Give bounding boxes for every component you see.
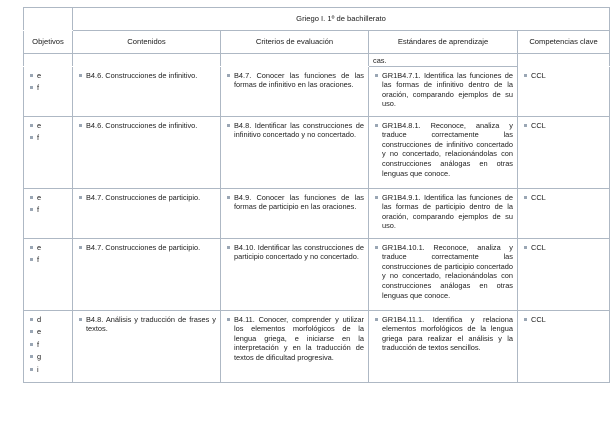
objetivo-item: i	[28, 365, 68, 375]
objetivo-item: f	[28, 255, 68, 265]
criterio-text: B4.7. Conocer las funciones de las formas de infinitivo en las oraciones.	[225, 71, 364, 90]
estandar-text: GR1B4.7.1. Identifica las funciones de las formas de infinitivo dentro de la oración, comparando ejemplos de su uso.	[373, 71, 513, 109]
table-row	[24, 238, 610, 310]
table-row	[24, 116, 610, 188]
criterio-text: B4.9. Conocer las funciones de las formas de participio en las oraciones.	[225, 193, 364, 212]
criterio-text: B4.11. Conocer, comprender y utilizar los elementos morfológicos de la lengua griega, e iniciarse en la interpretación y en la traducción de textos de dificultad progresiva.	[225, 315, 364, 363]
objetivo-item: e	[28, 243, 68, 253]
objetivo-item: e	[28, 327, 68, 337]
curriculum-table	[23, 7, 610, 383]
competencia-text: CCL	[522, 315, 605, 325]
table-row	[24, 310, 610, 382]
table-row	[24, 188, 610, 238]
estandar-text: GR1B4.9.1. Identifica las funciones de las formas de participio dentro de la oración, comparando ejemplos de su uso.	[373, 193, 513, 231]
objetivo-item: f	[28, 340, 68, 350]
objetivo-item: f	[28, 205, 68, 215]
competencia-text: CCL	[522, 243, 605, 253]
contenido-text: B4.7. Construcciones de participio.	[77, 243, 216, 253]
competencia-text: CCL	[522, 193, 605, 203]
criterio-text: B4.10. Identificar las construcciones de participio concertado y no concertado.	[225, 243, 364, 262]
objetivo-item: f	[28, 83, 68, 93]
objetivos-list	[24, 117, 72, 150]
objetivo-item: e	[28, 71, 68, 81]
competencia-text: CCL	[522, 71, 605, 81]
objetivo-item: e	[28, 193, 68, 203]
objetivo-item: g	[28, 352, 68, 362]
contenido-text: B4.7. Construcciones de participio.	[77, 193, 216, 203]
estandar-text: GR1B4.11.1. Identifica y relaciona elementos morfológicos de la lengua griega para realizar el análisis y la traducción de textos sencillos.	[373, 315, 513, 353]
objetivo-item: d	[28, 315, 68, 325]
blank-corner-cell	[24, 8, 73, 31]
estandar-text: GR1B4.10.1. Reconoce, analiza y traduce correctamente las construcciones de participio concertado y no concertado, relacionándolas con construcciones análogas en otras lenguas que conoce.	[373, 243, 513, 301]
objetivos-list	[24, 239, 72, 272]
objetivo-item: e	[28, 121, 68, 131]
table-title: Griego I. 1º de bachillerato	[73, 8, 610, 31]
criterio-text: B4.8. Identificar las construcciones de infinitivo concertado y no concertado.	[225, 121, 364, 140]
header-contenidos: Contenidos	[73, 31, 221, 54]
header-criterios: Criterios de evaluación	[221, 31, 369, 54]
objetivos-list	[24, 189, 72, 222]
header-estandares: Estándares de aprendizaje	[369, 31, 518, 54]
header-objetivos: Objetivos	[24, 31, 73, 54]
continuation-text: cas.	[373, 56, 387, 65]
contenido-text: B4.6. Construcciones de infinitivo.	[77, 121, 216, 131]
contenido-text: B4.8. Análisis y traducción de frases y textos.	[77, 315, 216, 334]
objetivo-item: f	[28, 133, 68, 143]
objetivos-list	[24, 311, 72, 382]
competencia-text: CCL	[522, 121, 605, 131]
continuation-row	[24, 54, 610, 67]
contenido-text: B4.6. Construcciones de infinitivo.	[77, 71, 216, 81]
table-row	[24, 66, 610, 116]
objetivos-list	[24, 67, 72, 100]
estandar-text: GR1B4.8.1. Reconoce, analiza y traduce correctamente las construcciones de infinitivo concertado y no concertado, relacionándolas con construcciones análogas en otras lenguas que conoce.	[373, 121, 513, 179]
header-competencias: Competencias clave	[518, 31, 610, 54]
